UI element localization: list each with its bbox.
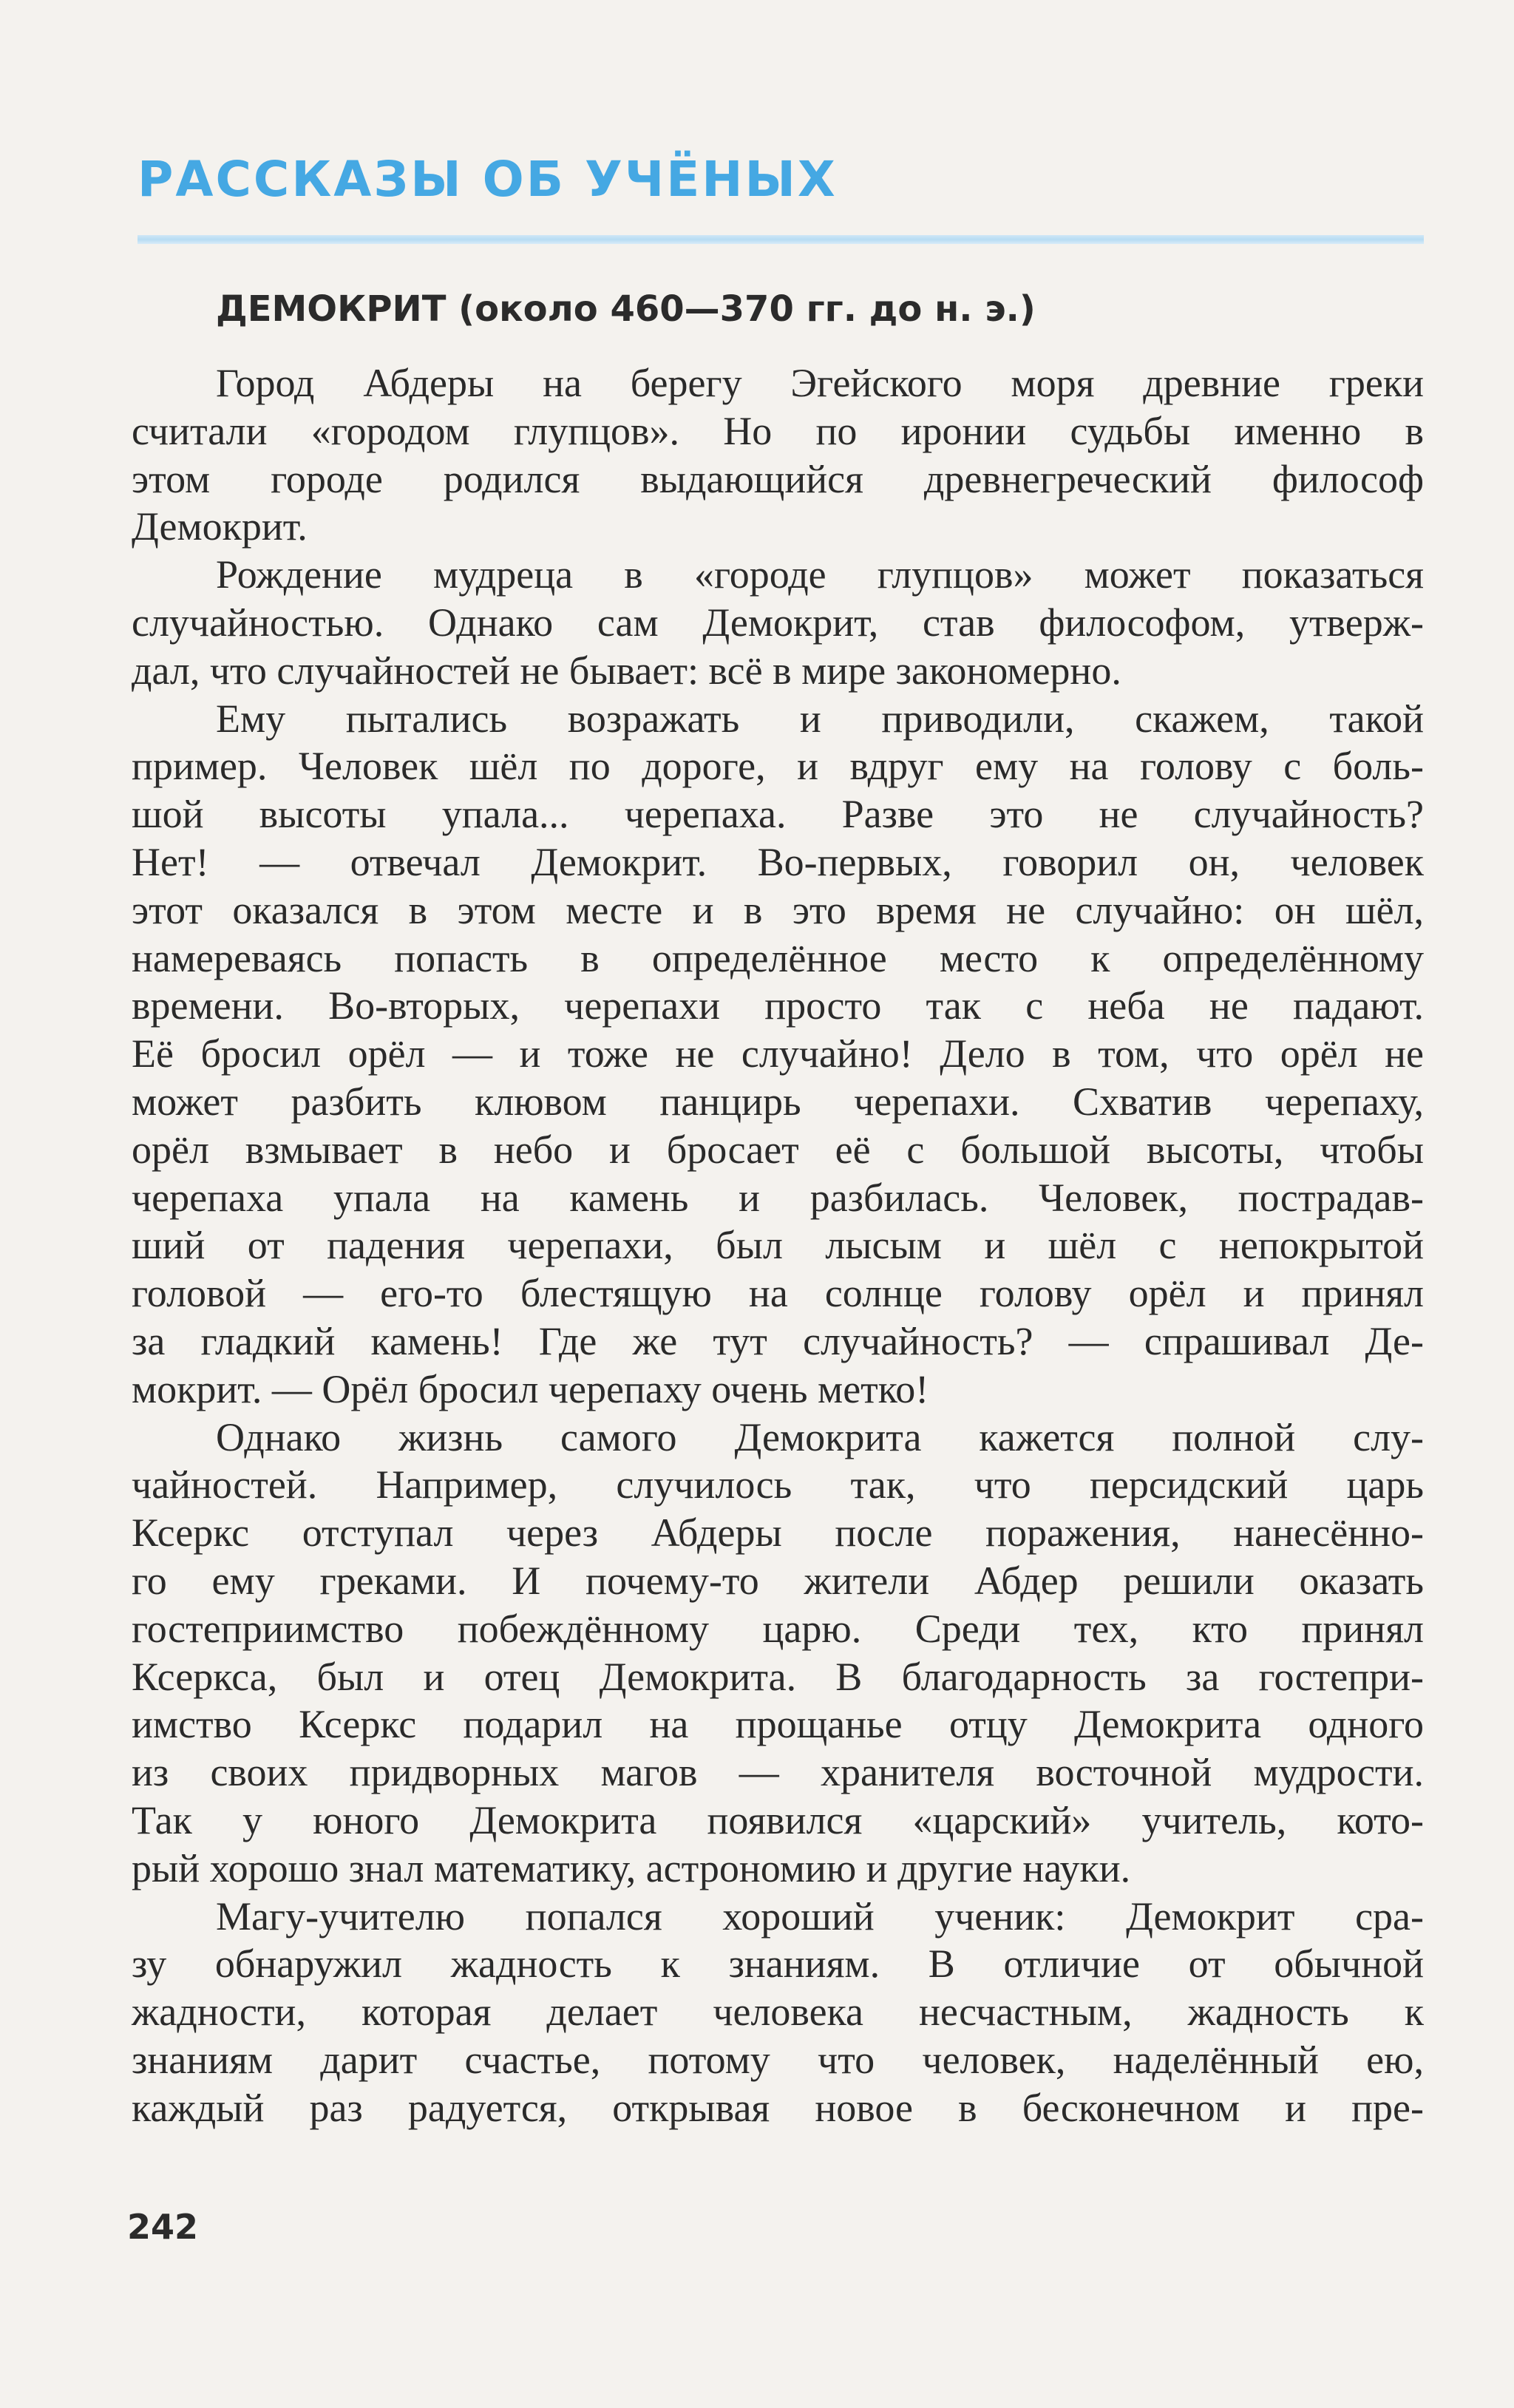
- text-line: жадности, которая делает человека несчастным, жадность к: [132, 1990, 1424, 2035]
- text-line: мокрит. — Орёл бросил черепаху очень метко!: [132, 1366, 929, 1411]
- text-line: ший от падения черепахи, был лысым и шёл с непокрытой: [132, 1223, 1424, 1268]
- text-line: этом городе родился выдающийся древнегреческий философ: [132, 456, 1424, 501]
- text-line: рый хорошо знал математику, астрономию и другие науки.: [132, 1845, 1131, 1890]
- text-line: Ксеркса, был и отец Демокрита. В благодарность за гостепри-: [132, 1654, 1424, 1699]
- page-number: 242: [127, 2207, 199, 2247]
- text-line: имство Ксеркс подарил на прощанье отцу Демокрита одного: [132, 1702, 1424, 1747]
- section-title: РАССКАЗЫ ОБ УЧЁНЫХ: [138, 151, 838, 208]
- text-line: Её бросил орёл — и тоже не случайно! Дело в том, что орёл не: [132, 1031, 1424, 1076]
- text-line: дал, что случайностей не бывает: всё в мире закономерно.: [132, 648, 1121, 693]
- text-line: орёл взмывает в небо и бросает её с большой высоты, чтобы: [132, 1127, 1424, 1172]
- text-line: головой — его-то блестящую на солнце голову орёл и принял: [132, 1271, 1424, 1316]
- text-line: Нет! — отвечал Демокрит. Во-первых, говорил он, человек: [132, 839, 1424, 884]
- text-line: из своих придворных магов — хранителя восточной мудрости.: [132, 1750, 1424, 1795]
- text-line: Рождение мудреца в «городе глупцов» может показаться: [216, 552, 1424, 597]
- text-line: случайностью. Однако сам Демокрит, став философом, утверж-: [132, 600, 1424, 645]
- text-line: чайностей. Например, случилось так, что персидский царь: [132, 1462, 1424, 1507]
- paragraph: [132, 359, 1424, 551]
- text-line: считали «городом глупцов». Но по иронии судьбы именно в: [132, 408, 1424, 453]
- text-line: намереваясь попасть в определённое место к определённому: [132, 935, 1424, 980]
- text-line: Город Абдеры на берегу Эгейского моря древние греки: [216, 361, 1424, 405]
- text-line: го ему греками. И почему-то жители Абдер решили оказать: [132, 1558, 1424, 1603]
- paragraph: [132, 1414, 1424, 1893]
- text-line: Однако жизнь самого Демокрита кажется полной слу-: [216, 1414, 1424, 1459]
- text-line: Магу-учителю попался хороший ученик: Демокрит сра-: [216, 1893, 1424, 1939]
- text-line: этот оказался в этом месте и в это время не случайно: он шёл,: [132, 887, 1424, 932]
- text-line: пример. Человек шёл по дороге, и вдруг ему на голову с боль-: [132, 744, 1424, 789]
- text-line: зу обнаружил жадность к знаниям. В отличие от обычной: [132, 1941, 1424, 1987]
- section-divider: [138, 235, 1424, 244]
- text-line: шой высоты упала... черепаха. Разве это не случайность?: [132, 792, 1424, 837]
- article-body: [132, 359, 1424, 2131]
- text-line: знаниям дарит счастье, потому что человек, наделённый ею,: [132, 2037, 1424, 2082]
- article-heading: ДЕМОКРИТ (около 460—370 гг. до н. э.): [216, 288, 1036, 330]
- text-line: за гладкий камень! Где же тут случайность? — спрашивал Де-: [132, 1318, 1424, 1363]
- text-line: каждый раз радуется, открывая новое в бесконечном и пре-: [132, 2085, 1424, 2130]
- text-line: черепаха упала на камень и разбилась. Человек, пострадав-: [132, 1175, 1424, 1220]
- text-line: Ему пытались возражать и приводили, скажем, такой: [216, 696, 1424, 741]
- paragraph: [132, 695, 1424, 1414]
- text-line: гостеприимство побеждённому царю. Среди тех, кто принял: [132, 1606, 1424, 1651]
- text-line: может разбить клювом панцирь черепахи. Схватив черепаху,: [132, 1079, 1424, 1124]
- text-line: Ксеркс отступал через Абдеры после поражения, нанесённо-: [132, 1510, 1424, 1556]
- text-line: Так у юного Демокрита появился «царский» учитель, кото-: [132, 1797, 1424, 1842]
- paragraph: [132, 551, 1424, 694]
- text-line: Демокрит.: [132, 504, 308, 549]
- paragraph: [132, 1893, 1424, 2132]
- text-line: времени. Во-вторых, черепахи просто так с неба не падают.: [132, 983, 1424, 1028]
